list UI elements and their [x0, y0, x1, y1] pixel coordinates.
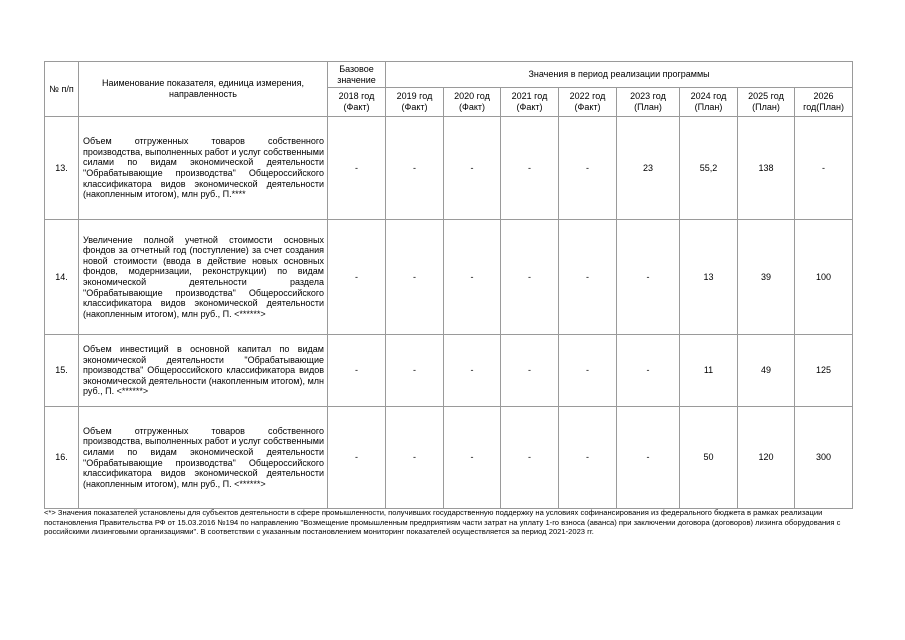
- header-year: 2018 год (Факт): [328, 88, 386, 117]
- row-value: -: [559, 220, 617, 335]
- row-value: 13: [680, 220, 738, 335]
- header-period: Значения в период реализации программы: [386, 62, 853, 88]
- header-base: Базовое значение: [328, 62, 386, 88]
- row-name: Объем инвестиций в основной капитал по видам экономической деятельности "Обрабатывающие производства" Общероссийского классификатора видов экономической деятельности (накопленным итогом), млн руб., П. <******>: [79, 335, 328, 407]
- row-value: -: [501, 335, 559, 407]
- header-name: Наименование показателя, единица измерения, направленность: [79, 62, 328, 117]
- row-value: -: [501, 407, 559, 509]
- row-num: 16.: [45, 407, 79, 509]
- row-value: -: [559, 407, 617, 509]
- table-row: [45, 335, 853, 407]
- footnote: <*> Значения показателей установлены для субъектов деятельности в сфере промышленности, получивших государственную поддержку на условиях софинансирования из федерального бюджета в рамках реализации постановления Правительства РФ от 15.03.2016 №194 по направлению "Возмещение промышленным предприятиям части затрат на уплату 1-го взноса (аванса) при заключении договора (договоров) лизинга оборудования с российскими лизинговыми организациями". В соответствии с указанным постановлением мониторинг показателей осуществляется за период 2021-2023 гг.: [44, 508, 841, 537]
- table-row: [45, 117, 853, 220]
- row-value: -: [386, 335, 444, 407]
- header-num: № п/п: [45, 62, 79, 117]
- indicators-table: [44, 61, 853, 509]
- row-value: -: [444, 407, 501, 509]
- row-value: 100: [795, 220, 853, 335]
- row-value: 23: [617, 117, 680, 220]
- row-value: -: [501, 220, 559, 335]
- header-year: 2025 год (План): [738, 88, 795, 117]
- row-value: 300: [795, 407, 853, 509]
- row-num: 15.: [45, 335, 79, 407]
- row-num: 13.: [45, 117, 79, 220]
- row-value: -: [617, 335, 680, 407]
- row-value: -: [795, 117, 853, 220]
- row-value: -: [501, 117, 559, 220]
- row-value: 125: [795, 335, 853, 407]
- header-year: 2019 год (Факт): [386, 88, 444, 117]
- row-value: -: [617, 220, 680, 335]
- row-value: 11: [680, 335, 738, 407]
- row-value: -: [328, 220, 386, 335]
- header-year: 2026 год(План): [795, 88, 853, 117]
- header-year: 2021 год (Факт): [501, 88, 559, 117]
- row-value: -: [328, 117, 386, 220]
- row-value: 49: [738, 335, 795, 407]
- row-value: 50: [680, 407, 738, 509]
- row-name: Объем отгруженных товаров собственного производства, выполненных работ и услуг собственными силами по видам экономической деятельности "Обрабатывающие производства" Общероссийского классификатора видов экономической деятельности (накопленным итогом), млн руб., П.****: [79, 117, 328, 220]
- row-value: -: [386, 220, 444, 335]
- row-value: 138: [738, 117, 795, 220]
- row-value: 55,2: [680, 117, 738, 220]
- row-value: -: [617, 407, 680, 509]
- row-value: -: [386, 407, 444, 509]
- table-row: [45, 220, 853, 335]
- row-num: 14.: [45, 220, 79, 335]
- row-value: -: [328, 335, 386, 407]
- row-name: Увеличение полной учетной стоимости основных фондов за отчетный год (поступление) за счет создания новой стоимости (ввода в действие новых основных фондов, модернизации, реконструкции) по видам экономической деятельности раздела "Обрабатывающие производства" Общероссийского классификатора видов экономической деятельности (накопленным итогом), млн руб., П. <******>: [79, 220, 328, 335]
- header-year: 2024 год (План): [680, 88, 738, 117]
- row-value: -: [444, 117, 501, 220]
- row-value: -: [328, 407, 386, 509]
- row-value: -: [444, 335, 501, 407]
- header-year: 2022 год (Факт): [559, 88, 617, 117]
- row-value: -: [386, 117, 444, 220]
- row-value: 39: [738, 220, 795, 335]
- row-value: -: [559, 117, 617, 220]
- row-value: -: [559, 335, 617, 407]
- header-row-top: [45, 62, 853, 88]
- row-value: -: [444, 220, 501, 335]
- header-year: 2023 год (План): [617, 88, 680, 117]
- row-name: Объем отгруженных товаров собственного производства, выполненных работ и услуг собственными силами по видам экономической деятельности "Обрабатывающие производства" Общероссийского классификатора видов экономической деятельности (накопленным итогом), млн руб., П. <******>: [79, 407, 328, 509]
- row-value: 120: [738, 407, 795, 509]
- header-year: 2020 год (Факт): [444, 88, 501, 117]
- table-row: [45, 407, 853, 509]
